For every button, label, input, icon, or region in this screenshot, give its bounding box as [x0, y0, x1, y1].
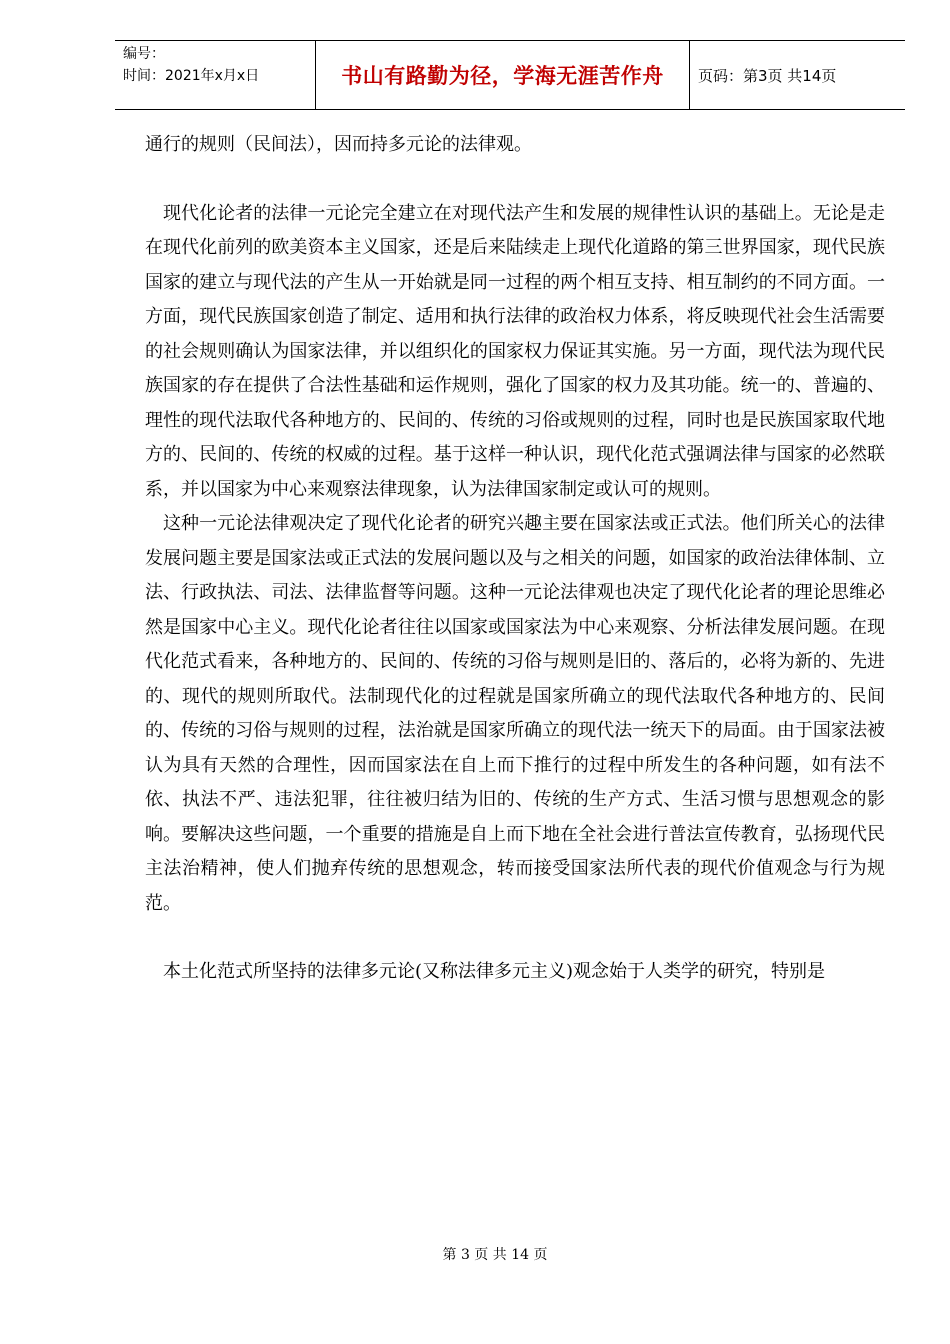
paragraph: 通行的规则（民间法），因而持多元论的法律观。 — [145, 134, 532, 155]
paragraph: 现代化论者的法律一元论完全建立在对现代法产生和发展的规律性认识的基础上。无论是走在现代化前列的欧美资本主义国家，还是后来陆续走上现代化道路的第三世界国家，现代民族国家的建立与现代法的产生从一开始就是同一过程的两个相互支持、相互制约的不同方面。一方面，现代民族国家创造了制定、适用和执行法律的政治权力体系，将反映现代社会生活需要的社会规则确认为国家法律，并以组织化的国家权力保证其实施。另一方面，现代法为现代民族国家的存在提供了合法性基础和运作规则，强化了国家的权力及其功能。统一的、普遍的、理性的现代法取代各种地方的、民间的、传统的习俗或规则的过程，同时也是民族国家取代地方的、民间的、传统的权威的过程。基于这样一种认识，现代化范式强调法律与国家的必然联系，并以国家为中心来观察法律现象，认为法律国家制定或认可的规则。 — [145, 202, 885, 500]
paragraph: 本土化范式所坚持的法律多元论(又称法律多元主义)观念始于人类学的研究，特别是 — [163, 961, 826, 982]
paragraph: 这种一元论法律观决定了现代化论者的研究兴趣主要在国家法或正式法。他们所关心的法律发展问题主要是国家法或正式法的发展问题以及与之相关的问题，如国家的政治法律体制、立法、行政执法、司法、法律监督等问题。这种一元论法律观也决定了现代化论者的理论思维必然是国家中心主义。现代化论者往往以国家或国家法为中心来观察、分析法律发展问题。在现代化范式看来，各种地方的、民间的、传统的习俗与规则是旧的、落后的，必将为新的、先进的、现代的规则所取代。法制现代化的过程就是国家所确立的现代法取代各种地方的、民间的、传统的习俗与规则的过程，法治就是国家所确立的现代法一统天下的局面。由于国家法被认为具有天然的合理性，因而国家法在自上而下推行的过程中所发生的各种问题，如有法不依、执法不严、违法犯罪，往往被归结为旧的、传统的生产方式、生活习惯与思想观念的影响。要解决这些问题，一个重要的措施是自上而下地在全社会进行普法宣传教育，弘扬现代民主法治精神，使人们抛弃传统的思想观念，转而接受国家法所代表的现代价值观念与行为规范。 — [145, 513, 885, 914]
header-motto: 书山有路勤为径，学海无涯苦作舟 — [341, 64, 664, 88]
time-text: 时间：2021年x月x日 — [123, 68, 260, 84]
header-page-info: 页码：第3页 共14页 — [698, 66, 837, 85]
serial-label: 编号： — [123, 46, 165, 62]
footer-page-number: 第 3 页 共 14 页 — [442, 1247, 548, 1263]
header-motto-cell — [315, 41, 690, 109]
body-text — [145, 128, 885, 990]
page-footer — [0, 1244, 950, 1264]
header-page-info-cell — [690, 41, 905, 109]
page-header — [115, 40, 905, 110]
header-meta — [115, 41, 315, 109]
